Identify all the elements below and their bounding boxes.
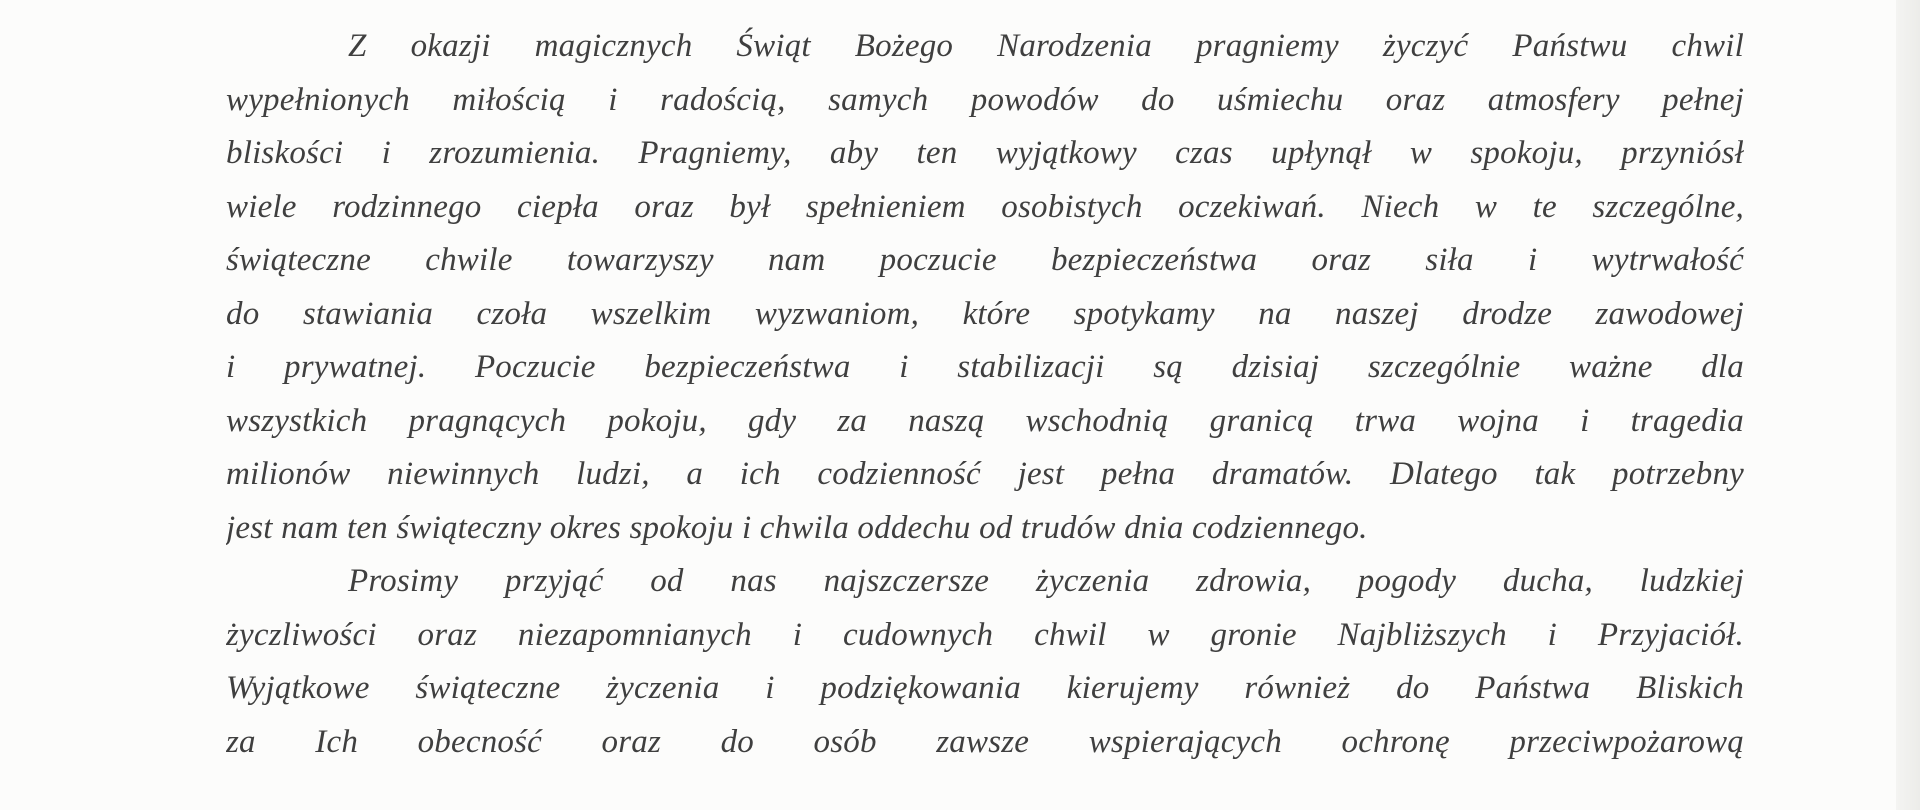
text-line: bliskości i zrozumienia. Pragniemy, aby ten wyjątkowy czas upłynął w spokoju, przyniósł (226, 135, 1744, 171)
text-line: milionów niewinnych ludzi, a ich codzienność jest pełna dramatów. Dlatego tak potrzebny (226, 456, 1744, 492)
text-line: za Ich obecność oraz do osób zawsze wspierających ochronę przeciwpożarową (226, 723, 1744, 760)
text-line: Z okazji magicznych Świąt Bożego Narodzenia pragniemy życzyć Państwu chwil (348, 28, 1744, 64)
text-line: wiele rodzinnego ciepła oraz był spełnieniem osobistych oczekiwań. Niech w te szczególne, (226, 188, 1744, 225)
text-line: i prywatnej. Poczucie bezpieczeństwa i stabilizacji są dzisiaj szczególnie ważne dla (226, 349, 1744, 385)
letter-body (226, 20, 1744, 769)
text-line: Wyjątkowe świąteczne życzenia i podziękowania kierujemy również do Państwa Bliskich (226, 670, 1744, 706)
text-line: świąteczne chwile towarzyszy nam poczucie bezpieczeństwa oraz siła i wytrwałość (226, 242, 1744, 278)
text-line: Prosimy przyjąć od nas najszczersze życzenia zdrowia, pogody ducha, ludzkiej (348, 563, 1744, 599)
paragraph-christmas-wishes (226, 20, 1744, 555)
text-line: wszystkich pragnących pokoju, gdy za naszą wschodnią granicą trwa wojna i tragedia (226, 402, 1744, 439)
page-edge-shadow (1896, 0, 1920, 810)
text-line: życzliwości oraz niezapomnianych i cudownych chwil w gronie Najbliższych i Przyjaciół. (226, 616, 1744, 653)
paragraph-wishes-and-thanks (226, 555, 1744, 769)
text-line: do stawiania czoła wszelkim wyzwaniom, które spotykamy na naszej drodze zawodowej (226, 295, 1744, 332)
text-line: wypełnionych miłością i radością, samych powodów do uśmiechu oraz atmosfery pełnej (226, 81, 1744, 118)
text-line: jest nam ten świąteczny okres spokoju i chwila oddechu od trudów dnia codziennego. (226, 509, 1368, 546)
